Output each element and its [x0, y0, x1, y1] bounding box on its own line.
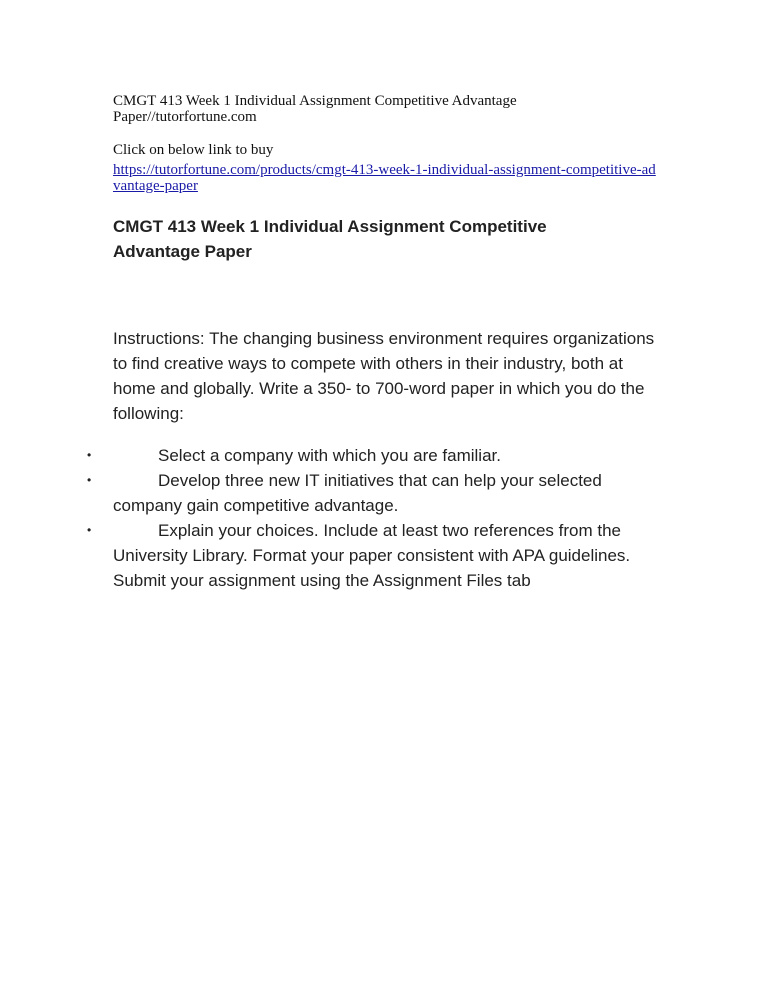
bullet-icon: •	[87, 473, 92, 487]
list-item: • Select a company with which you are familiar.	[113, 443, 658, 468]
bullet-icon: •	[87, 448, 92, 462]
page-heading: CMGT 413 Week 1 Individual Assignment Competitive Advantage Paper	[113, 217, 547, 261]
instructions-paragraph: Instructions: The changing business environment requires organizations to find creative ways to compete with others in their industry, both at home and globally. Write a 350- to 700-word paper in which you do the following:	[113, 329, 655, 423]
buy-link[interactable]: https://tutorfortune.com/products/cmgt-413-week-1-individual-assignment-competitive-advantage-paper	[113, 162, 656, 194]
list-item: • Explain your choices. Include at least two references from the University Library. Format your paper consistent with APA guidelines. Submit your assignment using the Assignment Files tab	[113, 518, 658, 593]
buy-prompt: Click on below link to buy	[113, 142, 274, 158]
list-item: • Develop three new IT initiatives that can help your selected company gain competitive advantage.	[113, 468, 658, 518]
document-title: CMGT 413 Week 1 Individual Assignment Competitive Advantage Paper//tutorfortune.com	[113, 93, 517, 125]
bullet-list	[87, 443, 658, 593]
bullet-icon: •	[87, 523, 92, 537]
